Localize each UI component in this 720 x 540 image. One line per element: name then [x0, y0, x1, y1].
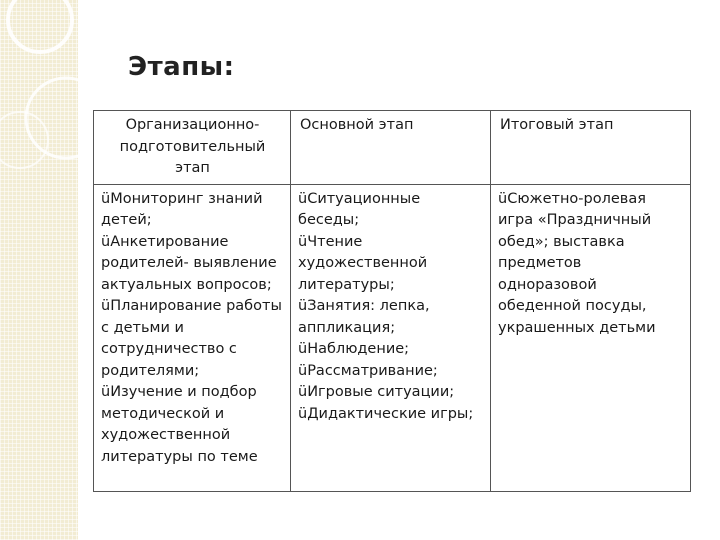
list-item: üИзучение и подбор методической и художественной литературы по теме [101, 384, 258, 465]
list-item: üПланирование работы с детьми и сотрудничество с родителями; [101, 298, 282, 379]
list-item: üДидактические игры; [298, 405, 474, 422]
decorative-circles [0, 0, 100, 200]
table-body-row [94, 184, 691, 492]
list-item: üСюжетно-ролевая игра «Праздничный обед»; выставка предметов одноразовой обеденной посуды, украшенных детьми [498, 190, 656, 336]
stages-table [93, 110, 691, 492]
header-final-stage: Итоговый этап [491, 111, 691, 185]
list-item: üИгровые ситуации; [298, 384, 455, 400]
cell-organizational-stage [94, 184, 291, 492]
deco-circle-1 [8, 0, 72, 52]
header-main-stage: Основной этап [291, 111, 491, 185]
deco-circle-3 [0, 112, 48, 168]
list-item: üНаблюдение; [298, 341, 410, 357]
list-item: üСитуационные беседы; [298, 190, 421, 228]
cell-main-stage [291, 184, 491, 492]
list-item: üАнкетирование родителей- выявление актуальных вопросов; [101, 233, 277, 293]
list-item: üРассматривание; [298, 362, 438, 379]
list-item: üМониторинг знаний детей; [101, 190, 263, 228]
list-item: üЗанятия: лепка, аппликация; [298, 298, 430, 336]
cell-final-stage [491, 184, 691, 492]
list-item: üЧтение художественной литературы; [298, 233, 428, 293]
table-header-row [94, 111, 691, 185]
slide-title: Этапы: [128, 52, 235, 82]
header-organizational-stage: Организационно-подготовительный этап [94, 111, 291, 185]
